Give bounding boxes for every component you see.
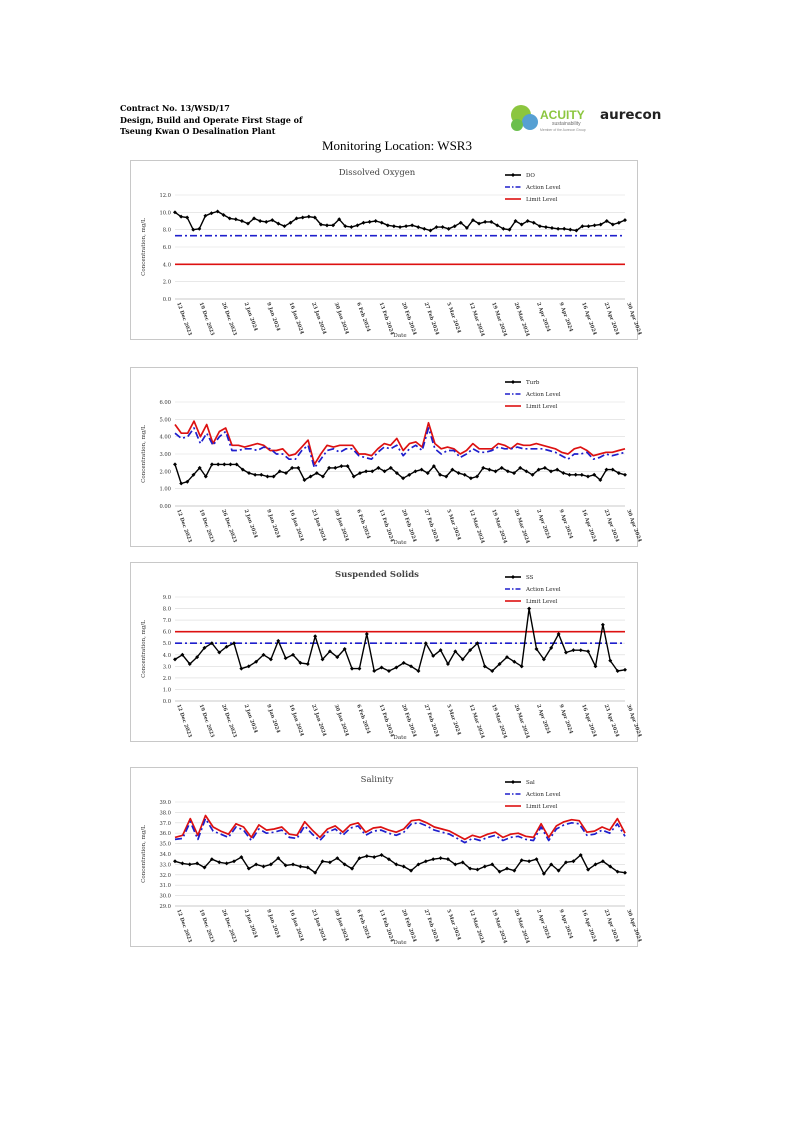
x-tick-label: 12 Dec 2023 <box>175 703 193 739</box>
x-tick-label: 2 Apr 2024 <box>535 508 552 540</box>
monitoring-location-title: Monitoring Location: WSR3 <box>322 138 472 153</box>
y-tick-label: 39.0 <box>159 800 171 806</box>
y-axis-label: Concentration, mg/L <box>141 218 147 276</box>
data-point <box>258 219 262 223</box>
x-tick-label: 6 Feb 2024 <box>355 508 372 540</box>
data-point <box>410 223 414 227</box>
y-tick-label: 2.0 <box>162 675 171 682</box>
x-tick-label: 12 Mar 2024 <box>467 908 486 945</box>
contract-number: Contract No. 13/WSD/17 <box>120 103 230 113</box>
data-point <box>568 228 572 232</box>
data-point <box>365 632 369 636</box>
x-tick-label: 12 Mar 2024 <box>467 508 486 545</box>
chart-panel-turbidity <box>130 367 643 547</box>
x-tick-label: 2 Jan 2024 <box>242 703 259 734</box>
data-point <box>475 868 479 872</box>
data-point <box>544 225 548 229</box>
data-point <box>404 224 408 228</box>
data-point <box>349 225 353 229</box>
x-tick-label: 26 Mar 2024 <box>512 508 531 545</box>
data-point <box>234 217 238 221</box>
x-tick-label: 2 Jan 2024 <box>242 508 259 539</box>
data-point <box>601 623 605 627</box>
legend-label: SS <box>526 575 534 581</box>
y-axis-label: Concentration, mg/L <box>141 620 147 678</box>
x-tick-label: 23 Apr 2024 <box>602 703 621 738</box>
data-point <box>180 861 184 865</box>
x-tick-label: 19 Dec 2023 <box>197 703 216 739</box>
x-tick-label: 6 Feb 2024 <box>355 908 372 940</box>
data-point <box>623 218 627 222</box>
x-tick-label: 30 Apr 2024 <box>625 703 643 738</box>
data-point <box>188 862 192 866</box>
x-tick-label: 30 Jan 2024 <box>332 508 350 543</box>
x-tick-label: 30 Apr 2024 <box>625 908 643 943</box>
x-tick-label: 19 Dec 2023 <box>197 508 216 544</box>
data-point <box>301 216 305 220</box>
chart-turbidity <box>131 368 643 546</box>
data-point <box>229 462 233 466</box>
x-tick-label: 30 Jan 2024 <box>332 301 350 336</box>
data-point <box>579 648 583 652</box>
x-tick-label: 13 Feb 2024 <box>377 508 395 543</box>
data-point <box>431 857 435 861</box>
data-point <box>564 650 568 654</box>
y-tick-label: 7.0 <box>162 618 171 625</box>
legend-label: Limit Level <box>526 404 558 410</box>
data-point <box>239 667 243 671</box>
x-tick-label: 6 Feb 2024 <box>355 301 372 333</box>
x-tick-label: 12 Dec 2023 <box>175 301 193 337</box>
x-tick-label: 9 Jan 2024 <box>265 908 282 939</box>
y-tick-label: 1.00 <box>159 486 171 493</box>
data-point <box>574 473 578 477</box>
y-tick-label: 9.0 <box>162 595 171 601</box>
x-tick-label: 2 Apr 2024 <box>535 908 552 940</box>
x-tick-label: 26 Mar 2024 <box>512 908 531 945</box>
data-point <box>350 667 354 671</box>
data-point <box>562 227 566 231</box>
x-tick-label: 20 Feb 2024 <box>400 301 418 336</box>
x-tick-label: 23 Jan 2024 <box>310 301 328 336</box>
x-tick-label: 9 Jan 2024 <box>265 703 282 734</box>
x-tick-label: 19 Mar 2024 <box>490 703 508 740</box>
x-axis-label: Date <box>393 940 407 946</box>
data-point <box>306 662 310 666</box>
y-tick-label: 4.0 <box>162 652 171 659</box>
y-tick-label: 4.0 <box>162 262 171 269</box>
data-point <box>422 227 426 231</box>
series-line-param <box>175 464 625 483</box>
x-tick-label: 13 Feb 2024 <box>377 301 395 336</box>
acuity-tagline: Member of the Aurecon Group <box>540 128 586 132</box>
chart-title: Suspended Solids <box>335 570 419 580</box>
x-tick-label: 26 Mar 2024 <box>512 301 531 338</box>
data-point <box>372 855 376 859</box>
legend-label: Limit Level <box>526 197 558 203</box>
data-point <box>527 607 531 611</box>
data-point <box>217 860 221 864</box>
x-tick-label: 19 Mar 2024 <box>490 508 508 545</box>
data-point <box>483 220 487 224</box>
y-tick-label: 2.00 <box>159 469 171 476</box>
y-axis-label: Concentration, mg/L <box>141 825 147 883</box>
acuity-logo <box>511 105 586 132</box>
data-point <box>179 481 183 485</box>
x-tick-label: 6 Feb 2024 <box>355 703 372 735</box>
y-tick-label: 0.0 <box>162 699 171 705</box>
data-point <box>441 225 445 229</box>
data-point <box>617 221 621 225</box>
legend-label: Action Level <box>526 587 561 593</box>
x-tick-label: 27 Feb 2024 <box>422 703 440 738</box>
y-tick-label: 8.0 <box>162 606 171 613</box>
chart-panel-do <box>130 160 643 340</box>
contract-title-line2: Tseung Kwan O Desalination Plant <box>120 126 276 136</box>
data-point <box>222 462 226 466</box>
legend-label: Sal <box>526 780 535 786</box>
y-tick-label: 38.0 <box>159 810 171 817</box>
y-tick-label: 35.0 <box>159 841 171 848</box>
x-tick-label: 23 Jan 2024 <box>310 508 328 543</box>
legend-marker <box>511 780 515 784</box>
data-point <box>291 862 295 866</box>
data-point <box>487 468 491 472</box>
x-tick-label: 16 Apr 2024 <box>580 703 598 738</box>
x-tick-label: 13 Feb 2024 <box>377 703 395 738</box>
data-point <box>527 859 531 863</box>
data-point <box>571 648 575 652</box>
x-tick-label: 16 Apr 2024 <box>580 508 598 543</box>
data-point <box>623 473 627 477</box>
x-tick-label: 9 Apr 2024 <box>557 301 574 333</box>
x-tick-label: 16 Jan 2024 <box>287 908 305 943</box>
x-tick-label: 27 Feb 2024 <box>422 508 440 543</box>
x-tick-label: 9 Jan 2024 <box>265 508 282 539</box>
x-tick-label: 19 Dec 2023 <box>197 301 216 337</box>
chart-title: Dissolved Oxygen <box>338 168 416 178</box>
legend-marker <box>511 380 515 384</box>
y-tick-label: 29.0 <box>159 904 171 910</box>
y-tick-label: 4.00 <box>159 434 171 441</box>
data-point <box>439 856 443 860</box>
chart-panel-salinity <box>130 767 643 947</box>
y-tick-label: 5.00 <box>159 417 171 424</box>
x-tick-label: 2 Apr 2024 <box>535 703 552 735</box>
x-axis-label: Date <box>393 333 407 339</box>
data-point <box>623 668 627 672</box>
chart-title: Salinity <box>360 775 394 785</box>
legend-label: Limit Level <box>526 804 558 810</box>
company-logos <box>508 101 668 135</box>
x-tick-label: 26 Dec 2023 <box>220 703 238 739</box>
x-tick-label: 16 Jan 2024 <box>287 703 305 738</box>
x-tick-label: 9 Apr 2024 <box>557 703 574 735</box>
y-tick-label: 3.0 <box>162 664 171 671</box>
y-tick-label: 1.0 <box>162 687 171 694</box>
y-tick-label: 34.0 <box>159 852 171 858</box>
x-tick-label: 19 Dec 2023 <box>197 908 216 944</box>
data-point <box>173 859 177 863</box>
data-point <box>416 225 420 229</box>
legend-label: Action Level <box>526 792 561 798</box>
data-point <box>339 464 343 468</box>
data-point <box>225 861 229 865</box>
data-point <box>380 221 384 225</box>
x-tick-label: 26 Dec 2023 <box>220 508 238 544</box>
x-tick-label: 2 Jan 2024 <box>242 908 259 939</box>
x-tick-label: 2 Apr 2024 <box>535 301 552 333</box>
legend-label: Action Level <box>526 185 561 191</box>
data-point <box>276 639 280 643</box>
x-tick-label: 26 Dec 2023 <box>220 301 238 337</box>
x-tick-label: 23 Apr 2024 <box>602 301 621 336</box>
x-tick-label: 20 Feb 2024 <box>400 703 418 738</box>
data-point <box>568 473 572 477</box>
data-point <box>424 859 428 863</box>
x-tick-label: 16 Apr 2024 <box>580 301 598 336</box>
legend-label: Turb <box>526 380 540 386</box>
x-tick-label: 30 Jan 2024 <box>332 703 350 738</box>
y-tick-label: 6.00 <box>159 400 171 406</box>
data-point <box>313 634 317 638</box>
legend-label: DO <box>526 173 535 179</box>
y-tick-label: 36.0 <box>159 831 171 838</box>
data-point <box>556 227 560 231</box>
x-tick-label: 30 Jan 2024 <box>332 908 350 943</box>
data-point <box>392 224 396 228</box>
x-tick-label: 12 Mar 2024 <box>467 703 486 740</box>
data-point <box>265 475 269 479</box>
x-tick-label: 23 Jan 2024 <box>310 703 328 738</box>
y-tick-label: 0.00 <box>159 504 171 510</box>
y-tick-label: 6.0 <box>162 245 171 251</box>
x-tick-label: 12 Dec 2023 <box>175 908 193 944</box>
data-point <box>586 475 590 479</box>
x-tick-label: 16 Jan 2024 <box>287 301 305 336</box>
x-tick-label: 9 Apr 2024 <box>557 908 574 940</box>
x-tick-label: 5 Mar 2024 <box>445 301 462 335</box>
chart-ss <box>131 563 643 741</box>
data-point <box>173 462 177 466</box>
data-point <box>259 473 263 477</box>
x-tick-label: 27 Feb 2024 <box>422 908 440 943</box>
data-point <box>580 473 584 477</box>
data-point <box>307 215 311 219</box>
series-line-param <box>175 609 625 671</box>
y-tick-label: 31.0 <box>159 883 171 890</box>
y-tick-label: 12.0 <box>159 193 171 199</box>
legend-label: Action Level <box>526 392 561 398</box>
data-point <box>333 466 337 470</box>
x-tick-label: 26 Mar 2024 <box>512 703 531 740</box>
y-axis-label: Concentration, mg/L <box>141 425 147 483</box>
y-tick-label: 2.0 <box>162 279 171 286</box>
x-tick-label: 13 Feb 2024 <box>377 908 395 943</box>
data-point <box>374 219 378 223</box>
data-point <box>587 224 591 228</box>
data-point <box>593 223 597 227</box>
x-tick-label: 19 Mar 2024 <box>490 301 508 338</box>
x-tick-label: 16 Jan 2024 <box>287 508 305 543</box>
acuity-name: ACUITY <box>540 108 585 122</box>
x-tick-label: 27 Feb 2024 <box>422 301 440 336</box>
series-line-limit <box>175 421 625 464</box>
y-tick-label: 37.0 <box>159 820 171 827</box>
aurecon-logo: aurecon <box>600 107 662 123</box>
y-tick-label: 0.0 <box>162 297 171 303</box>
chart-salinity <box>131 768 643 946</box>
y-tick-label: 32.0 <box>159 872 171 879</box>
legend-marker <box>511 173 515 177</box>
acuity-sub: sustainability <box>552 121 581 127</box>
legend-label: Limit Level <box>526 599 558 605</box>
x-tick-label: 5 Mar 2024 <box>445 703 462 737</box>
x-axis-label: Date <box>393 540 407 546</box>
x-tick-label: 5 Mar 2024 <box>445 908 462 942</box>
data-point <box>398 225 402 229</box>
contract-title-line1: Design, Build and Operate First Stage of <box>120 114 303 125</box>
data-point <box>325 223 329 227</box>
data-point <box>264 220 268 224</box>
x-tick-label: 30 Apr 2024 <box>625 508 643 543</box>
data-point <box>216 462 220 466</box>
x-tick-label: 19 Mar 2024 <box>490 908 508 945</box>
x-tick-label: 9 Jan 2024 <box>265 301 282 332</box>
x-tick-label: 23 Jan 2024 <box>310 908 328 943</box>
data-point <box>623 871 627 875</box>
series-line-action <box>175 428 625 468</box>
data-point <box>240 219 244 223</box>
data-point <box>262 865 266 869</box>
x-axis-label: Date <box>393 735 407 741</box>
y-tick-label: 6.0 <box>162 629 171 636</box>
x-tick-label: 26 Dec 2023 <box>220 908 238 944</box>
data-point <box>483 865 487 869</box>
x-tick-label: 2 Jan 2024 <box>242 301 259 332</box>
x-tick-label: 9 Apr 2024 <box>557 508 574 540</box>
chart-panel-ss <box>130 562 643 742</box>
x-tick-label: 12 Dec 2023 <box>175 508 193 544</box>
chart-do <box>131 161 643 339</box>
x-tick-label: 20 Feb 2024 <box>400 508 418 543</box>
y-tick-label: 8.0 <box>162 227 171 234</box>
contract-header <box>120 103 302 138</box>
x-tick-label: 16 Apr 2024 <box>580 908 598 943</box>
data-point <box>253 473 257 477</box>
data-point <box>362 221 366 225</box>
data-point <box>365 854 369 858</box>
data-point <box>357 667 361 671</box>
data-point <box>550 226 554 230</box>
y-tick-label: 10.0 <box>159 210 171 217</box>
data-point <box>298 865 302 869</box>
x-tick-label: 12 Mar 2024 <box>467 301 486 338</box>
x-tick-label: 20 Feb 2024 <box>400 908 418 943</box>
data-point <box>364 469 368 473</box>
x-tick-label: 23 Apr 2024 <box>602 908 621 943</box>
y-tick-label: 3.00 <box>159 452 171 458</box>
x-tick-label: 5 Mar 2024 <box>445 508 462 542</box>
y-tick-label: 33.0 <box>159 862 171 869</box>
y-tick-label: 30.0 <box>159 893 171 900</box>
x-tick-label: 30 Apr 2024 <box>625 301 643 336</box>
data-point <box>368 220 372 224</box>
y-tick-label: 5.0 <box>162 641 171 648</box>
data-point <box>210 211 214 215</box>
legend-marker <box>511 575 515 579</box>
x-tick-label: 23 Apr 2024 <box>602 508 621 543</box>
